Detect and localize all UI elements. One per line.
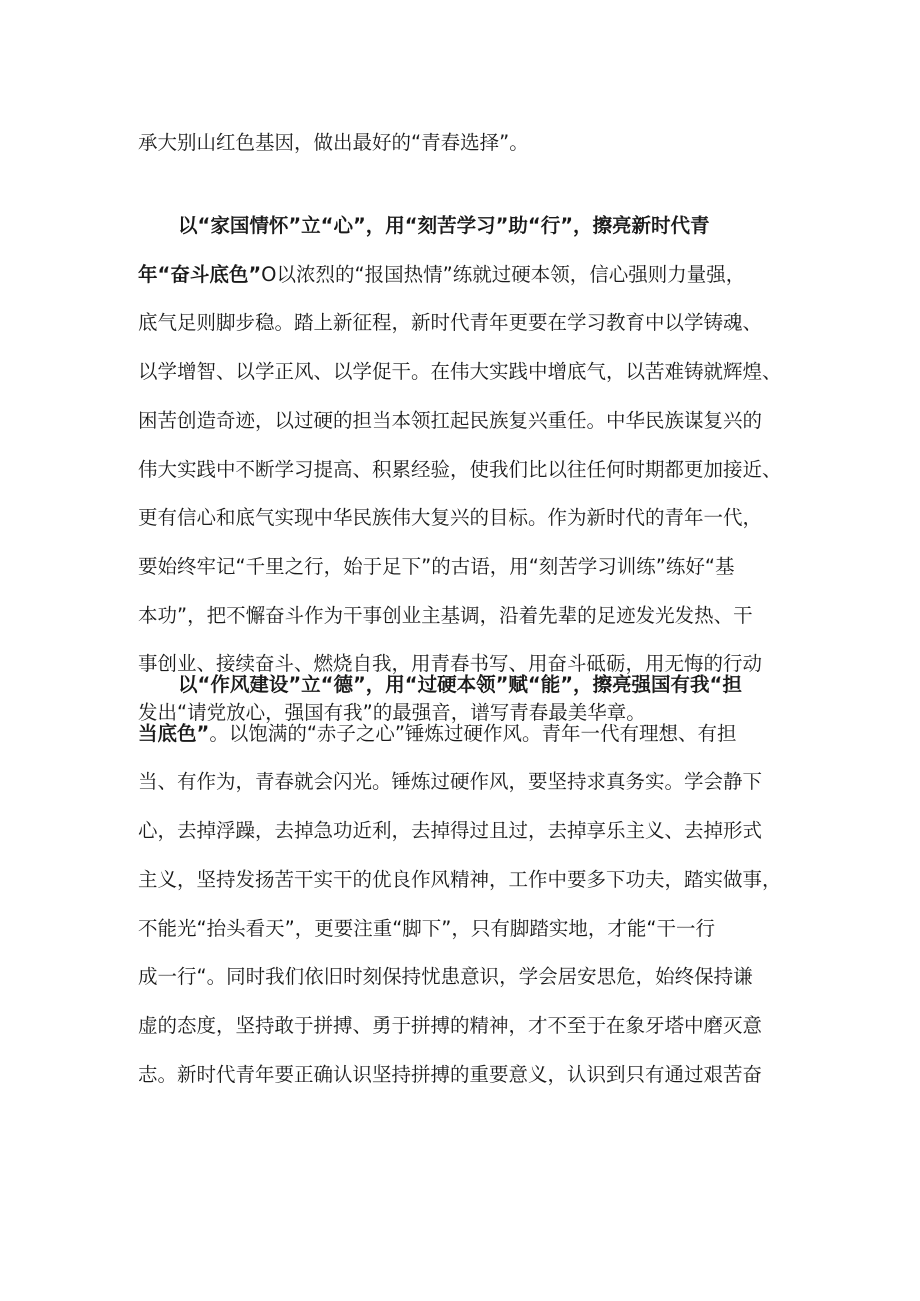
text-line: [138, 501, 798, 535]
text-run: 更有信心和底气实现中华民族伟大复兴的目标。作为新时代的青年一代，: [138, 506, 763, 529]
text-run: 困苦创造奇迹，以过硬的担当本领扛起民族复兴重任。中华民族谋复兴的: [138, 409, 763, 432]
text-line: [138, 717, 798, 751]
text-line: [138, 550, 798, 584]
text-run: 要始终牢记“千里之行，始于足下”的古语，用“刻苦学习训练”练好“基: [138, 555, 735, 578]
text-run: 以学增智、以学正风、以学促干。在伟大实践中增底气，以苦难铸就辉煌、: [138, 360, 782, 383]
text-line: [138, 126, 798, 160]
text-run: O以浓烈的“报国热情”练就过硬本领，信心强则力量强，: [261, 263, 746, 286]
text-run: 心，去掉浮躁，去掉急功近利，去掉得过且过，去掉享乐主义、去掉形式: [138, 819, 763, 842]
text-line: [138, 1058, 798, 1092]
text-line: [138, 912, 798, 946]
bold-heading-run: 以“家国情怀”立“心”，用“刻苦学习”助“行”，擦亮新时代青: [178, 214, 710, 237]
bold-heading-run: 当底色”: [138, 722, 210, 745]
text-run: 。以饱满的“赤子之心”锤炼过硬作风。青年一代有理想、有担: [209, 722, 737, 745]
text-run: 主义，坚持发扬苦干实干的优良作风精神，工作中要多下功夫，踏实做事，: [138, 868, 782, 891]
paragraph-heading-line: [178, 209, 838, 243]
text-line: [138, 306, 798, 340]
bold-heading-run: 以“作风建设”立“德”，用“过硬本领”赋“能”，擦亮强国有我“担: [178, 673, 742, 696]
paragraph-heading-line: [178, 668, 838, 702]
text-line: [138, 599, 798, 633]
text-line: [138, 355, 798, 389]
text-line: [138, 863, 798, 897]
text-line: [138, 814, 798, 848]
text-line: [138, 960, 798, 994]
text-run: 虚的态度，坚持敢于拼搏、勇于拼搏的精神，才不至于在象牙塔中磨灭意: [138, 1014, 763, 1037]
text-run: 不能光“抬头看天”，更要注重“脚下”，只有脚踏实地，才能“干一行: [138, 917, 716, 940]
text-run: 发出“请党放心，强国有我”的最强音，谱写青春最美华章。: [138, 701, 646, 724]
text-line: [138, 765, 798, 799]
bold-heading-run: 年“奋斗底色”: [138, 263, 262, 286]
text-run: 伟大实践中不断学习提高、积累经验，使我们比以往任何时期都更加接近、: [138, 458, 782, 481]
text-run: 本功”，把不懈奋斗作为干事创业主基调，沿着先辈的足迹发光发热、干: [138, 604, 753, 627]
text-run: 事创业、接续奋斗、燃烧自我，用青春书写、用奋斗砥砺，用无悔的行动: [138, 652, 763, 675]
text-run: 当、有作为，青春就会闪光。锤炼过硬作风，要坚持求真务实。学会静下: [138, 770, 763, 793]
text-line: [138, 404, 798, 438]
text-line: [138, 453, 798, 487]
text-run: 底气足则脚步稳。踏上新征程，新时代青年更要在学习教育中以学铸魂、: [138, 311, 763, 334]
text-run: 成一行“。同时我们依旧时刻保持忧患意识，学会居安思危，始终保持谦: [138, 965, 753, 988]
text-run: 志。新时代青年要正确认识坚持拼搏的重要意义，认识到只有通过艰苦奋: [138, 1063, 763, 1086]
text-run: 承大别山红色基因，做出最好的“青春选择”。: [138, 131, 529, 154]
text-line: [138, 258, 798, 292]
text-line: [138, 1009, 798, 1043]
